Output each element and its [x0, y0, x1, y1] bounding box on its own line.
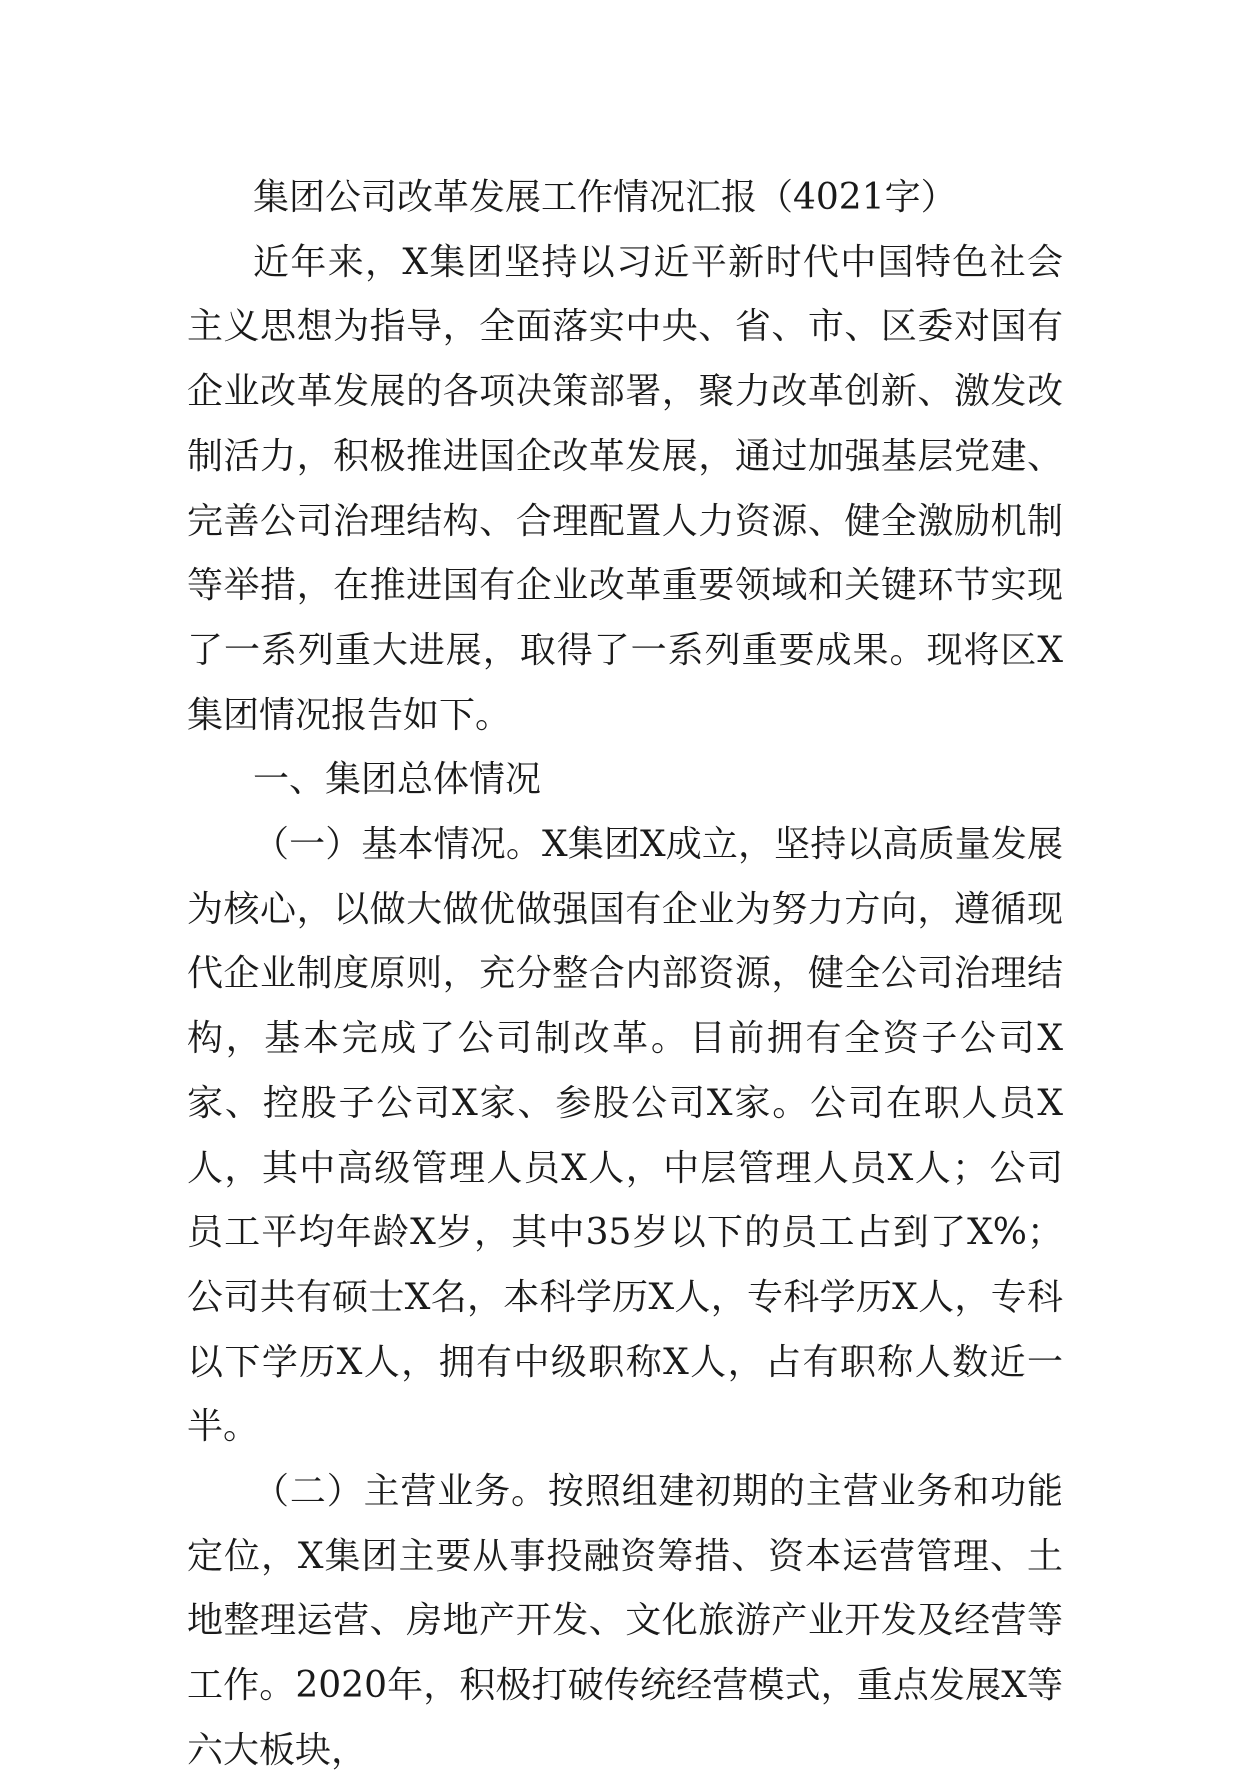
document-title: 集团公司改革发展工作情况汇报（4021字）	[253, 177, 957, 218]
section-heading: 一、集团总体情况	[253, 759, 542, 801]
paragraph-main-business: （二）主营业务。按照组建初期的主营业务和功能定位，X集团主要从事投融资筹措、资本运营管理、土地整理运营、房地产开发、文化旅游产业开发及经营等工作。2020年，积极打破传统经营模式，重点发展X等六大板块，	[187, 1471, 1063, 1771]
paragraph-basic-situation: （一）基本情况。X集团X成立，坚持以高质量发展为核心，以做大做优做强国有企业为努力方向，遵循现代企业制度原则，充分整合内部资源，健全公司治理结构，基本完成了公司制改革。目前拥有全资子公司X家、控股子公司X家、参股公司X家。公司在职人员X人，其中高级管理人员X人，中层管理人员X人；公司员工平均年龄X岁，其中35岁以下的员工占到了X%；公司共有硕士X名，本科学历X人，专科学历X人，专科以下学历X人，拥有中级职称X人，占有职称人数近一半。	[187, 824, 1063, 1448]
paragraph-intro: 近年来，X集团坚持以习近平新时代中国特色社会主义思想为指导，全面落实中央、省、市、区委对国有企业改革发展的各项决策部署，聚力改革创新、激发改制活力，积极推进国企改革发展，通过加强基层党建、完善公司治理结构、合理配置人力资源、健全激励机制等举措，在推进国有企业改革重要领域和关键环节实现了一系列重大进展，取得了一系列重要成果。现将区X集团情况报告如下。	[187, 241, 1063, 736]
document-body	[187, 166, 1063, 1784]
